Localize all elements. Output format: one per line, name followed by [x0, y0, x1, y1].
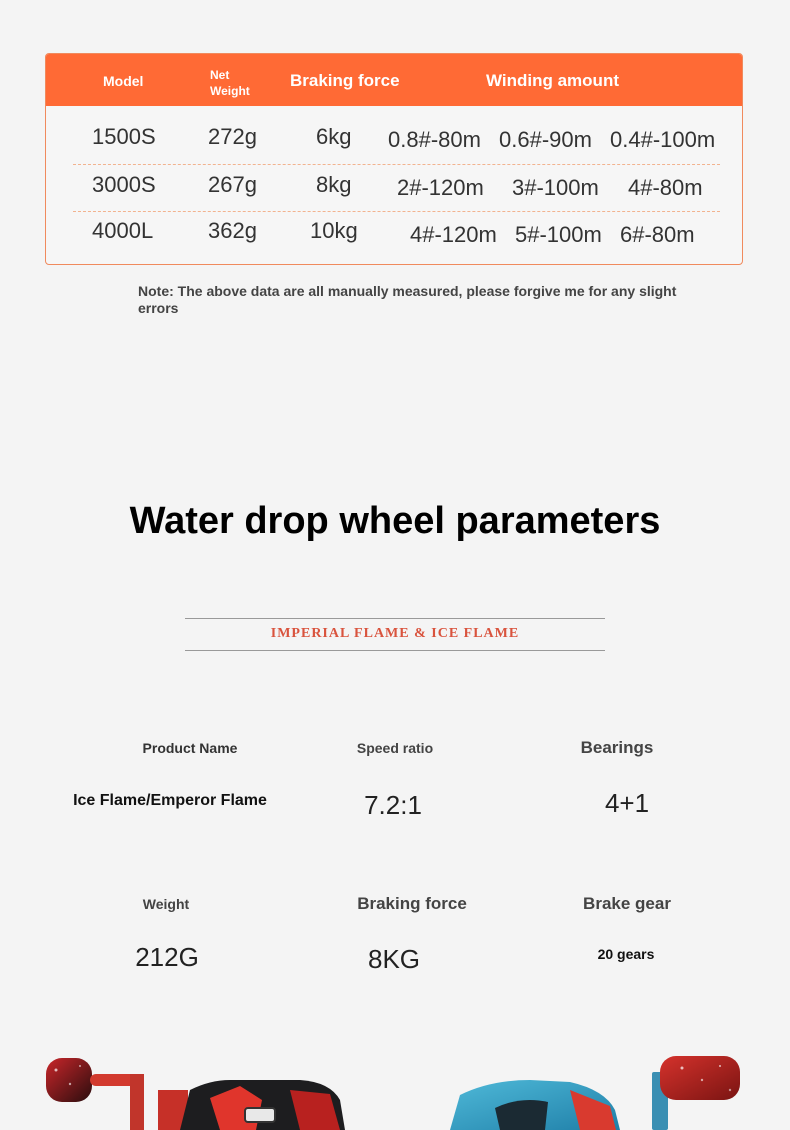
spec-table-header — [46, 54, 742, 106]
param-value-speed-ratio: 7.2:1 — [364, 790, 422, 820]
param-value-brake-gear: 20 gears — [597, 946, 655, 962]
cell-weight: 272g — [208, 124, 257, 149]
cell-winding-1: 0.8#-80m — [388, 127, 481, 152]
cell-winding-2: 5#-100m — [515, 222, 602, 247]
param-value-weight: 212G — [135, 942, 199, 972]
cell-weight: 267g — [208, 172, 257, 197]
divider-top — [185, 618, 605, 619]
table-row — [46, 114, 742, 162]
param-label-speed-ratio: Speed ratio — [356, 740, 434, 756]
param-label-brake-gear: Brake gear — [583, 894, 671, 913]
header-braking-force: Braking force — [290, 71, 400, 90]
cell-winding-2: 3#-100m — [512, 175, 599, 200]
cell-model: 4000L — [92, 218, 154, 243]
header-net-weight: Net Weight — [210, 68, 250, 98]
cell-brake: 10kg — [310, 218, 358, 243]
header-model: Model — [103, 73, 144, 89]
cell-winding-1: 2#-120m — [397, 175, 484, 200]
cell-winding-1: 4#-120m — [410, 222, 497, 247]
table-row — [46, 162, 742, 210]
cell-brake: 6kg — [316, 124, 352, 149]
spec-table — [45, 53, 743, 265]
param-value-product-name: Ice Flame/Emperor Flame — [73, 792, 267, 809]
cell-model: 3000S — [92, 172, 156, 197]
right-reel-image — [420, 1050, 750, 1130]
param-label-bearings: Bearings — [580, 738, 654, 757]
measurement-note: Note: The above data are all manually measured, please forgive me for any slight errors — [138, 283, 677, 316]
section-title: Water drop wheel parameters — [129, 500, 661, 542]
param-label-product-name: Product Name — [142, 740, 238, 756]
cell-weight: 362g — [208, 218, 257, 243]
header-winding-amount: Winding amount — [486, 71, 619, 90]
cell-model: 1500S — [92, 124, 156, 149]
table-row — [46, 210, 742, 258]
cell-winding-3: 4#-80m — [628, 175, 703, 200]
param-value-braking-force: 8KG — [367, 944, 421, 974]
divider-bottom — [185, 650, 605, 651]
left-reel-image — [40, 1050, 370, 1130]
param-label-braking-force: Braking force — [357, 894, 467, 913]
cell-winding-2: 0.6#-90m — [499, 127, 592, 152]
section-subtitle: IMPERIAL FLAME & ICE FLAME — [270, 626, 520, 641]
cell-winding-3: 0.4#-100m — [610, 127, 716, 152]
param-label-weight: Weight — [142, 896, 190, 912]
param-value-bearings: 4+1 — [604, 788, 650, 818]
cell-brake: 8kg — [316, 172, 352, 197]
cell-winding-3: 6#-80m — [620, 222, 695, 247]
